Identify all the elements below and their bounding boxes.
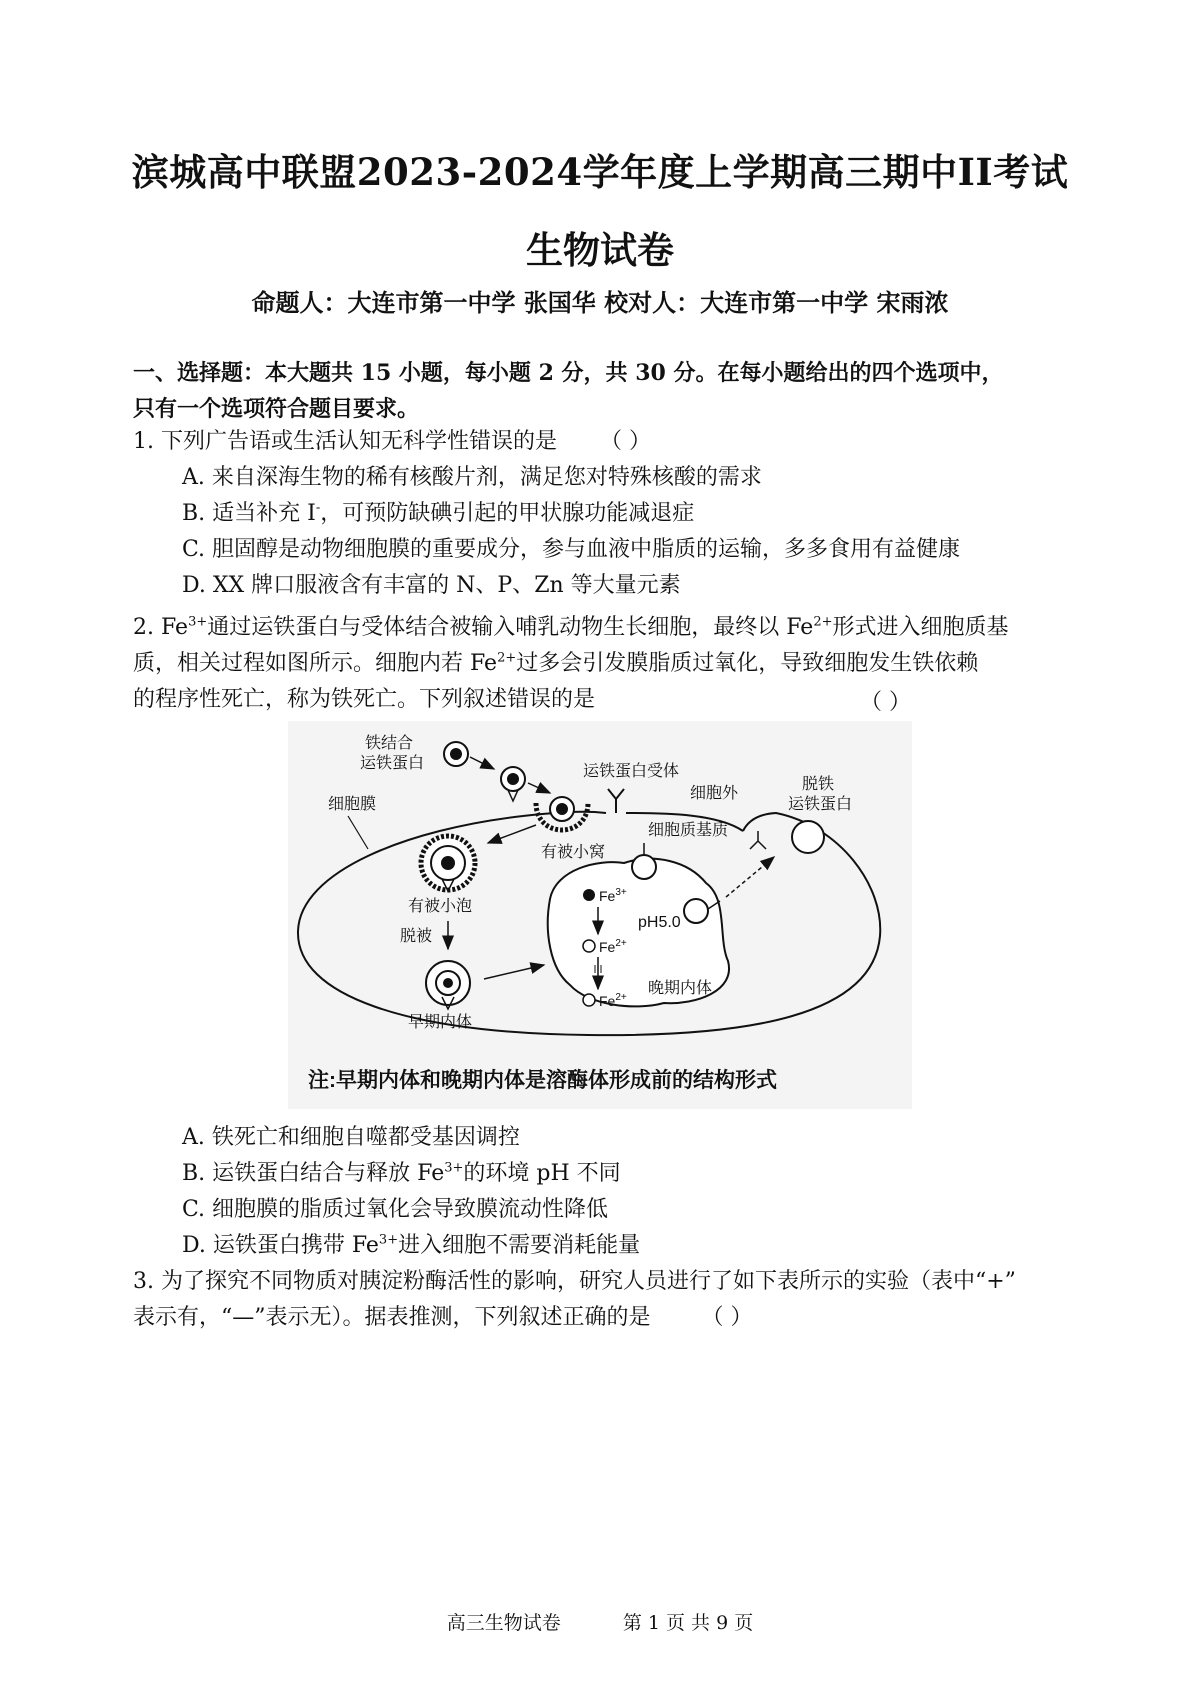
fe2-ion-cytosol	[583, 994, 595, 1006]
label-coated-vesicle: 有被小泡	[408, 898, 473, 915]
exam-authors: 命题人：大连市第一中学 张国华 校对人：大连市第一中学 宋雨浓	[251, 288, 949, 317]
label-late-endosome: 晚期内体	[648, 980, 713, 997]
section-heading-line1: 一、选择题：本大题共 15 小题，每小题 2 分，共 30 分。在每小题给出的四个选项中，	[133, 360, 1004, 386]
q2-answer-paren: （ ）	[860, 690, 911, 715]
section-heading-line2: 只有一个选项符合题目要求。	[133, 396, 420, 422]
q1-stem: 1. 下列广告语或生活认知无科学性错误的是 （ ）	[133, 429, 651, 454]
q1-option-c: C. 胆固醇是动物细胞膜的重要成分，参与血液中脂质的运输，多多食用有益健康	[182, 537, 961, 562]
label-coated-pit: 有被小窝	[541, 844, 606, 861]
label-early-endosome: 早期内体	[408, 1014, 473, 1031]
footer-page-number: 第 1 页 共 9 页	[622, 1612, 754, 1634]
label-iron-transferrin-2: 运铁蛋白	[360, 755, 425, 772]
label-apo-1: 脱铁	[802, 776, 835, 793]
label-fe2-inside: $Fe^{2+}$	[599, 938, 627, 955]
q1-option-d: D. XX 牌口服液含有丰富的 N、P、Zn 等大量元素	[182, 573, 681, 598]
iron-uptake-diagram	[288, 721, 912, 1109]
q1-option-a: A. 来自深海生物的稀有核酸片剂，满足您对特殊核酸的需求	[182, 465, 762, 490]
footer-exam-name: 高三生物试卷	[446, 1612, 561, 1634]
q3-stem-line1: 3. 为了探究不同物质对胰淀粉酶活性的影响，研究人员进行了如下表所示的实验（表中“+”	[133, 1269, 1016, 1294]
label-fe3: $Fe^{3+}$	[599, 887, 627, 904]
label-cytoplasm: 细胞质基质	[648, 822, 729, 839]
q1-answer-paren: （ ）	[600, 429, 651, 454]
coated-vesicle	[421, 836, 475, 891]
exam-title: 滨城高中联盟2023-2024学年度上学期高三期中II考试	[131, 150, 1069, 194]
q3-stem-line2: 表示有，“—”表示无）。据表推测，下列叙述正确的是 （ ）	[133, 1305, 753, 1330]
q2-option-b: B. 运铁蛋白结合与释放 $Fe^{3+}$的环境 pH 不同	[182, 1160, 621, 1186]
q2-stem-line1: 2. $Fe^{3+}$通过运铁蛋白与受体结合被输入哺乳动物生长细胞，最终以 $Fe^{2+}$形式进入细胞质基	[133, 614, 1009, 640]
fe3-ion	[583, 889, 595, 901]
exam-subtitle: 生物试卷	[526, 228, 674, 272]
page-footer	[0, 1608, 1200, 1635]
q3-answer-paren: （ ）	[701, 1305, 753, 1330]
label-iron-transferrin-1: 铁结合	[365, 735, 414, 752]
q2-option-a: A. 铁死亡和细胞自噬都受基因调控	[182, 1125, 520, 1150]
fe2-ion-inside	[583, 940, 595, 952]
q2-option-d: D. 运铁蛋白携带 $Fe^{3+}$进入细胞不需要消耗能量	[182, 1232, 641, 1258]
iron-transferrin-1	[444, 742, 468, 766]
q2-option-c: C. 细胞膜的脂质过氧化会导致膜流动性降低	[182, 1197, 609, 1222]
figure-note: 注:早期内体和晚期内体是溶酶体形成前的结构形式	[308, 1069, 777, 1092]
label-apo-2: 运铁蛋白	[788, 796, 853, 813]
q2-stem-line2: 质，相关过程如图所示。细胞内若 $Fe^{2+}$过多会引发膜脂质过氧化，导致细胞发生铁依赖	[133, 650, 979, 676]
label-membrane: 细胞膜	[328, 796, 377, 813]
label-receptor: 运铁蛋白受体	[583, 763, 680, 780]
label-outside: 细胞外	[690, 785, 739, 802]
label-ph: pH5.0	[638, 914, 681, 931]
q2-stem-line3: 的程序性死亡，称为铁死亡。下列叙述错误的是	[133, 687, 596, 712]
label-fe2-cytosol: $Fe^{2+}$	[599, 992, 627, 1009]
q1-option-b: B. 适当补充 I-，可预防缺碘引起的甲状腺功能减退症	[182, 500, 695, 526]
label-uncoat: 脱被	[400, 928, 433, 945]
